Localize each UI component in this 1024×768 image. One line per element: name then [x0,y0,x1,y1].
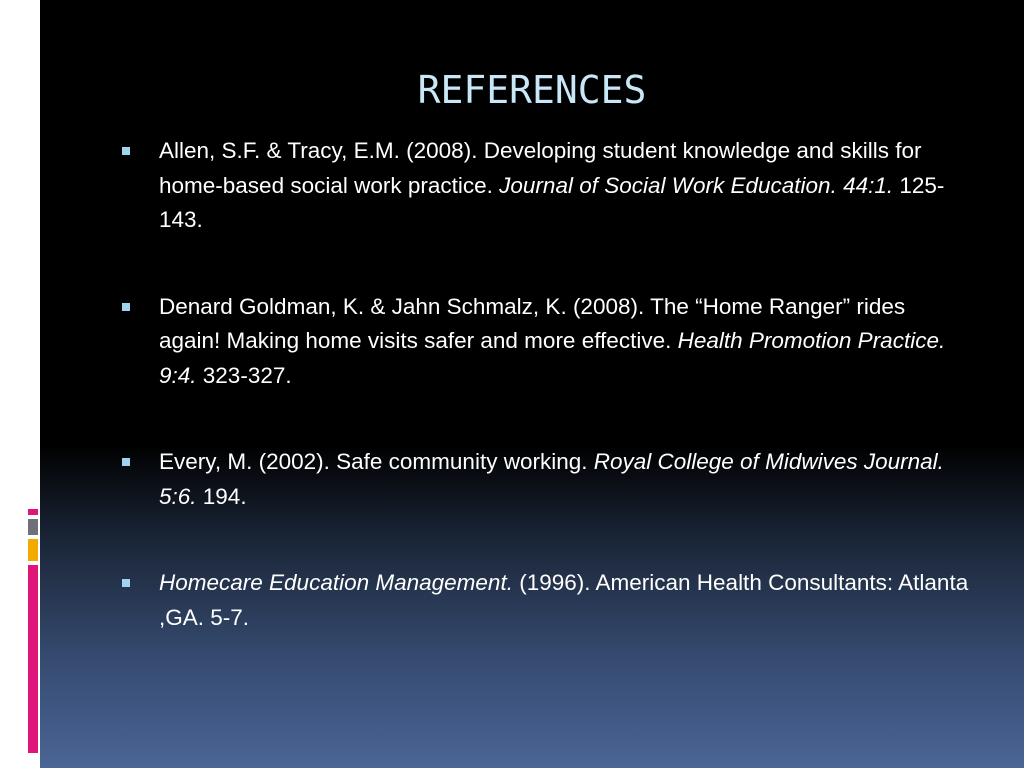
accent-bar-gray [28,519,38,535]
square-bullet-icon [122,579,130,587]
reference-journal: Homecare Education Management. [159,570,513,595]
reference-pages: (1996). American Health Consultants: Atlanta ,GA. 5-7. [159,570,969,630]
reference-journal: Royal College of Midwives Journal. 5:6. [159,449,944,509]
accent-bar-pink-long [28,565,38,753]
reference-list [122,134,972,635]
reference-item [122,445,972,514]
reference-text: Denard Goldman, K. & Jahn Schmalz, K. (2008). The “Home Ranger” rides again! Making home visits safer and more effective. [159,293,906,353]
square-bullet-icon [122,147,130,155]
reference-text: Every, M. (2002). Safe community working. [159,449,594,474]
reference-item [122,134,972,238]
square-bullet-icon [122,458,130,466]
accent-bar-yellow [28,539,38,561]
square-bullet-icon [122,303,130,311]
reference-pages: 194. [196,483,247,509]
reference-pages: 125-143. [159,172,945,232]
slide-title: REFERENCES [417,68,647,112]
reference-item [122,566,972,635]
reference-journal: Health Promotion Practice. 9:4. [159,328,946,388]
accent-bar-pink-small [28,509,38,515]
reference-text: Allen, S.F. & Tracy, E.M. (2008). Developing student knowledge and skills for home-based social work practice. [159,138,922,198]
reference-item [122,290,972,394]
reference-journal: Journal of Social Work Education. 44:1. [499,172,894,198]
reference-pages: 323-327. [196,362,292,388]
